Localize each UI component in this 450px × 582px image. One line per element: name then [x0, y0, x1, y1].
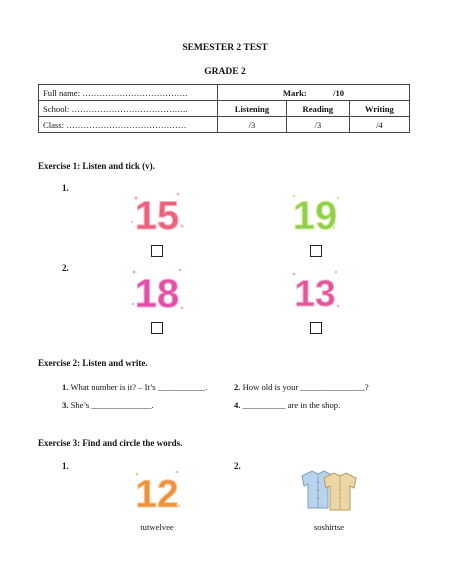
reading-score: /3 [286, 117, 349, 133]
full-name-field[interactable]: Full name: ………………………………. [39, 85, 218, 101]
scrambled-word-1[interactable]: tutwelvee [140, 522, 174, 532]
listening-header: Listening [218, 101, 287, 117]
mark-total: /10 [333, 87, 345, 98]
number-12-image [131, 466, 183, 512]
tick-box-19[interactable] [310, 245, 322, 257]
exercise2-item-2 [234, 382, 369, 392]
exercise3-title: Exercise 3: Find and circle the words. [38, 438, 183, 448]
number-18-image [128, 264, 186, 314]
exercise3-q1-label: 1. [62, 461, 69, 471]
writing-score: /4 [349, 117, 409, 133]
scrambled-word-2[interactable]: soshirtse [313, 522, 345, 532]
school-field[interactable]: School: ………………………………….. [39, 101, 218, 117]
exercise1-q2-label: 2. [62, 263, 69, 273]
item-number: 3. [62, 400, 69, 410]
item-text[interactable]: How old is your _______________? [240, 382, 369, 392]
exercise2-title: Exercise 2: Listen and write. [38, 358, 148, 368]
listening-score: /3 [218, 117, 287, 133]
number-15-text: 15 [134, 194, 180, 234]
number-19-image [286, 188, 344, 234]
tick-box-18[interactable] [151, 322, 163, 334]
writing-header: Writing [349, 101, 409, 117]
item-text[interactable]: She’s ______________. [68, 400, 154, 410]
item-number: 2. [234, 382, 241, 392]
exercise2-item-4 [234, 400, 340, 410]
beige-shirt-icon [324, 473, 356, 510]
tick-box-13[interactable] [310, 322, 322, 334]
reading-header: Reading [286, 101, 349, 117]
tick-box-15[interactable] [151, 245, 163, 257]
shirts-image [296, 466, 362, 512]
exercise1-q1-label: 1. [62, 183, 69, 193]
grade-label: GRADE 2 [204, 67, 246, 77]
item-number: 4. [234, 400, 241, 410]
exercise3-q2-label: 2. [234, 461, 241, 471]
number-12-text: 12 [135, 473, 179, 512]
item-number: 1. [62, 382, 69, 392]
item-text[interactable]: __________ are in the shop. [240, 400, 341, 410]
number-18-text: 18 [134, 272, 180, 314]
mark-label: Mark: [282, 87, 307, 98]
exercise2-item-3 [62, 400, 154, 410]
item-text[interactable]: What number is it? – It’s ___________. [68, 382, 208, 392]
number-15-image [128, 188, 186, 234]
exercise1-title: Exercise 1: Listen and tick (v). [38, 161, 155, 171]
mark-cell [218, 85, 410, 101]
exercise2-item-1 [62, 382, 207, 392]
number-13-text: 13 [294, 273, 336, 312]
number-19-text: 19 [292, 194, 338, 234]
page-title: SEMESTER 2 TEST [182, 43, 268, 53]
number-13-image [288, 266, 342, 312]
student-info-table [38, 84, 410, 133]
class-field[interactable]: Class: …………………………………… [39, 117, 218, 133]
